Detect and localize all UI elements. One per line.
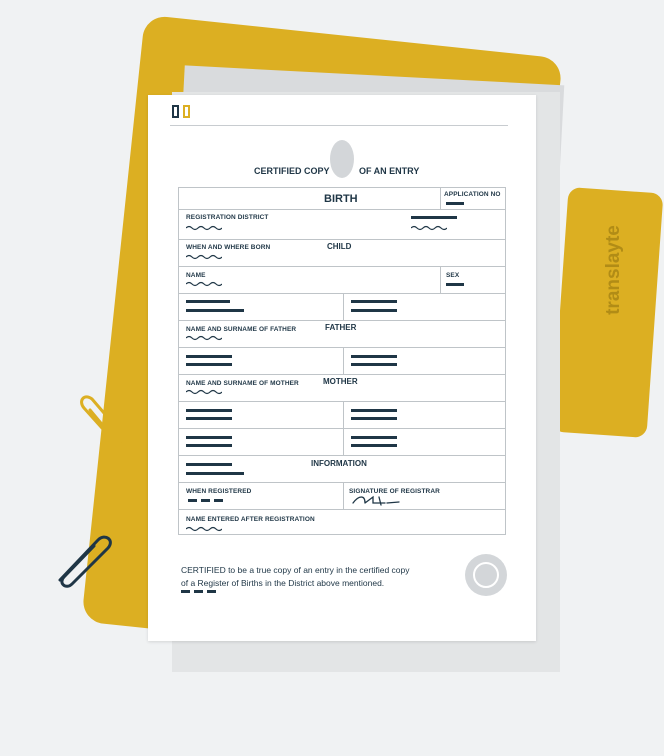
certification-text <box>181 564 441 590</box>
row-father-details <box>179 347 505 374</box>
date-dash <box>181 590 190 593</box>
value-bar <box>186 463 232 466</box>
row-name-sex <box>179 266 505 293</box>
information-heading: INFORMATION <box>311 459 367 468</box>
certification-date-dashes <box>181 590 216 593</box>
divider <box>343 482 344 509</box>
row-mother-details-2 <box>179 428 505 455</box>
father-label: NAME AND SURNAME OF FATHER <box>186 326 297 333</box>
brand-logo-text: translayte <box>603 225 624 315</box>
value-bar <box>186 300 230 303</box>
title-of-an-entry: OF AN ENTRY <box>359 166 420 176</box>
scribble-value <box>411 225 447 231</box>
scribble-value <box>186 526 222 532</box>
scribble-value <box>186 254 222 260</box>
scribble-value <box>186 389 222 395</box>
father-heading: FATHER <box>325 323 357 332</box>
date-dash <box>188 499 197 502</box>
value-bar <box>186 436 232 439</box>
divider <box>343 347 344 374</box>
certification-line-2: of a Register of Births in the District above mentioned. <box>181 578 385 588</box>
value-bar <box>351 300 397 303</box>
birth-heading: BIRTH <box>324 193 358 205</box>
value-bar <box>351 444 397 447</box>
divider <box>440 266 441 293</box>
child-heading: CHILD <box>327 242 352 251</box>
application-no-label: APPLICATION NO <box>444 191 501 198</box>
district-value-bar <box>411 216 457 219</box>
sex-label: SEX <box>446 272 460 279</box>
scribble-value <box>186 225 222 231</box>
official-stamp-icon <box>465 554 507 596</box>
value-bar <box>186 363 232 366</box>
seal-oval-icon <box>330 140 354 178</box>
value-bar <box>186 355 232 358</box>
mother-label: NAME AND SURNAME OF MOTHER <box>186 380 299 387</box>
sex-value <box>446 283 464 286</box>
logo-bracket-yellow-icon <box>183 105 190 118</box>
value-bar <box>351 417 397 420</box>
name-label: NAME <box>186 272 206 279</box>
scribble-value <box>186 281 222 287</box>
name-entered-label: NAME ENTERED AFTER REGISTRATION <box>186 516 315 523</box>
when-registered-label: WHEN REGISTERED <box>186 488 252 495</box>
divider <box>440 188 441 210</box>
title-certified-copy: CERTIFIED COPY <box>254 166 330 176</box>
certification-line-1: CERTIFIED to be a true copy of an entry in the certified copy <box>181 565 410 575</box>
value-bar <box>186 409 232 412</box>
value-bar <box>351 363 397 366</box>
date-dash <box>194 590 203 593</box>
value-bar <box>351 355 397 358</box>
value-bar <box>186 309 244 312</box>
signature-registrar-label: SIGNATURE OF REGISTRAR <box>349 488 440 495</box>
row-child-details <box>179 293 505 320</box>
paperclip-yellow-icon <box>70 390 130 460</box>
date-dash <box>201 499 210 502</box>
certificate-form-table <box>178 187 506 535</box>
mother-heading: MOTHER <box>323 377 358 386</box>
value-bar <box>186 472 244 475</box>
scribble-value <box>186 335 222 341</box>
value-bar <box>186 444 232 447</box>
application-no-value <box>446 202 464 205</box>
divider <box>343 293 344 320</box>
logo-bracket-navy-icon <box>172 105 179 118</box>
signature-scribble-icon <box>351 493 401 507</box>
registration-district-label: REGISTRATION DISTRICT <box>186 214 269 221</box>
row-mother-details <box>179 401 505 428</box>
paperclip-navy-icon <box>50 528 120 593</box>
date-dash <box>207 590 216 593</box>
value-bar <box>351 436 397 439</box>
row-registration <box>179 482 505 509</box>
date-dash <box>214 499 223 502</box>
value-bar <box>186 417 232 420</box>
value-bar <box>351 309 397 312</box>
header-divider <box>170 125 508 126</box>
when-where-born-label: WHEN AND WHERE BORN <box>186 244 271 251</box>
value-bar <box>351 409 397 412</box>
document-logo <box>172 105 190 118</box>
